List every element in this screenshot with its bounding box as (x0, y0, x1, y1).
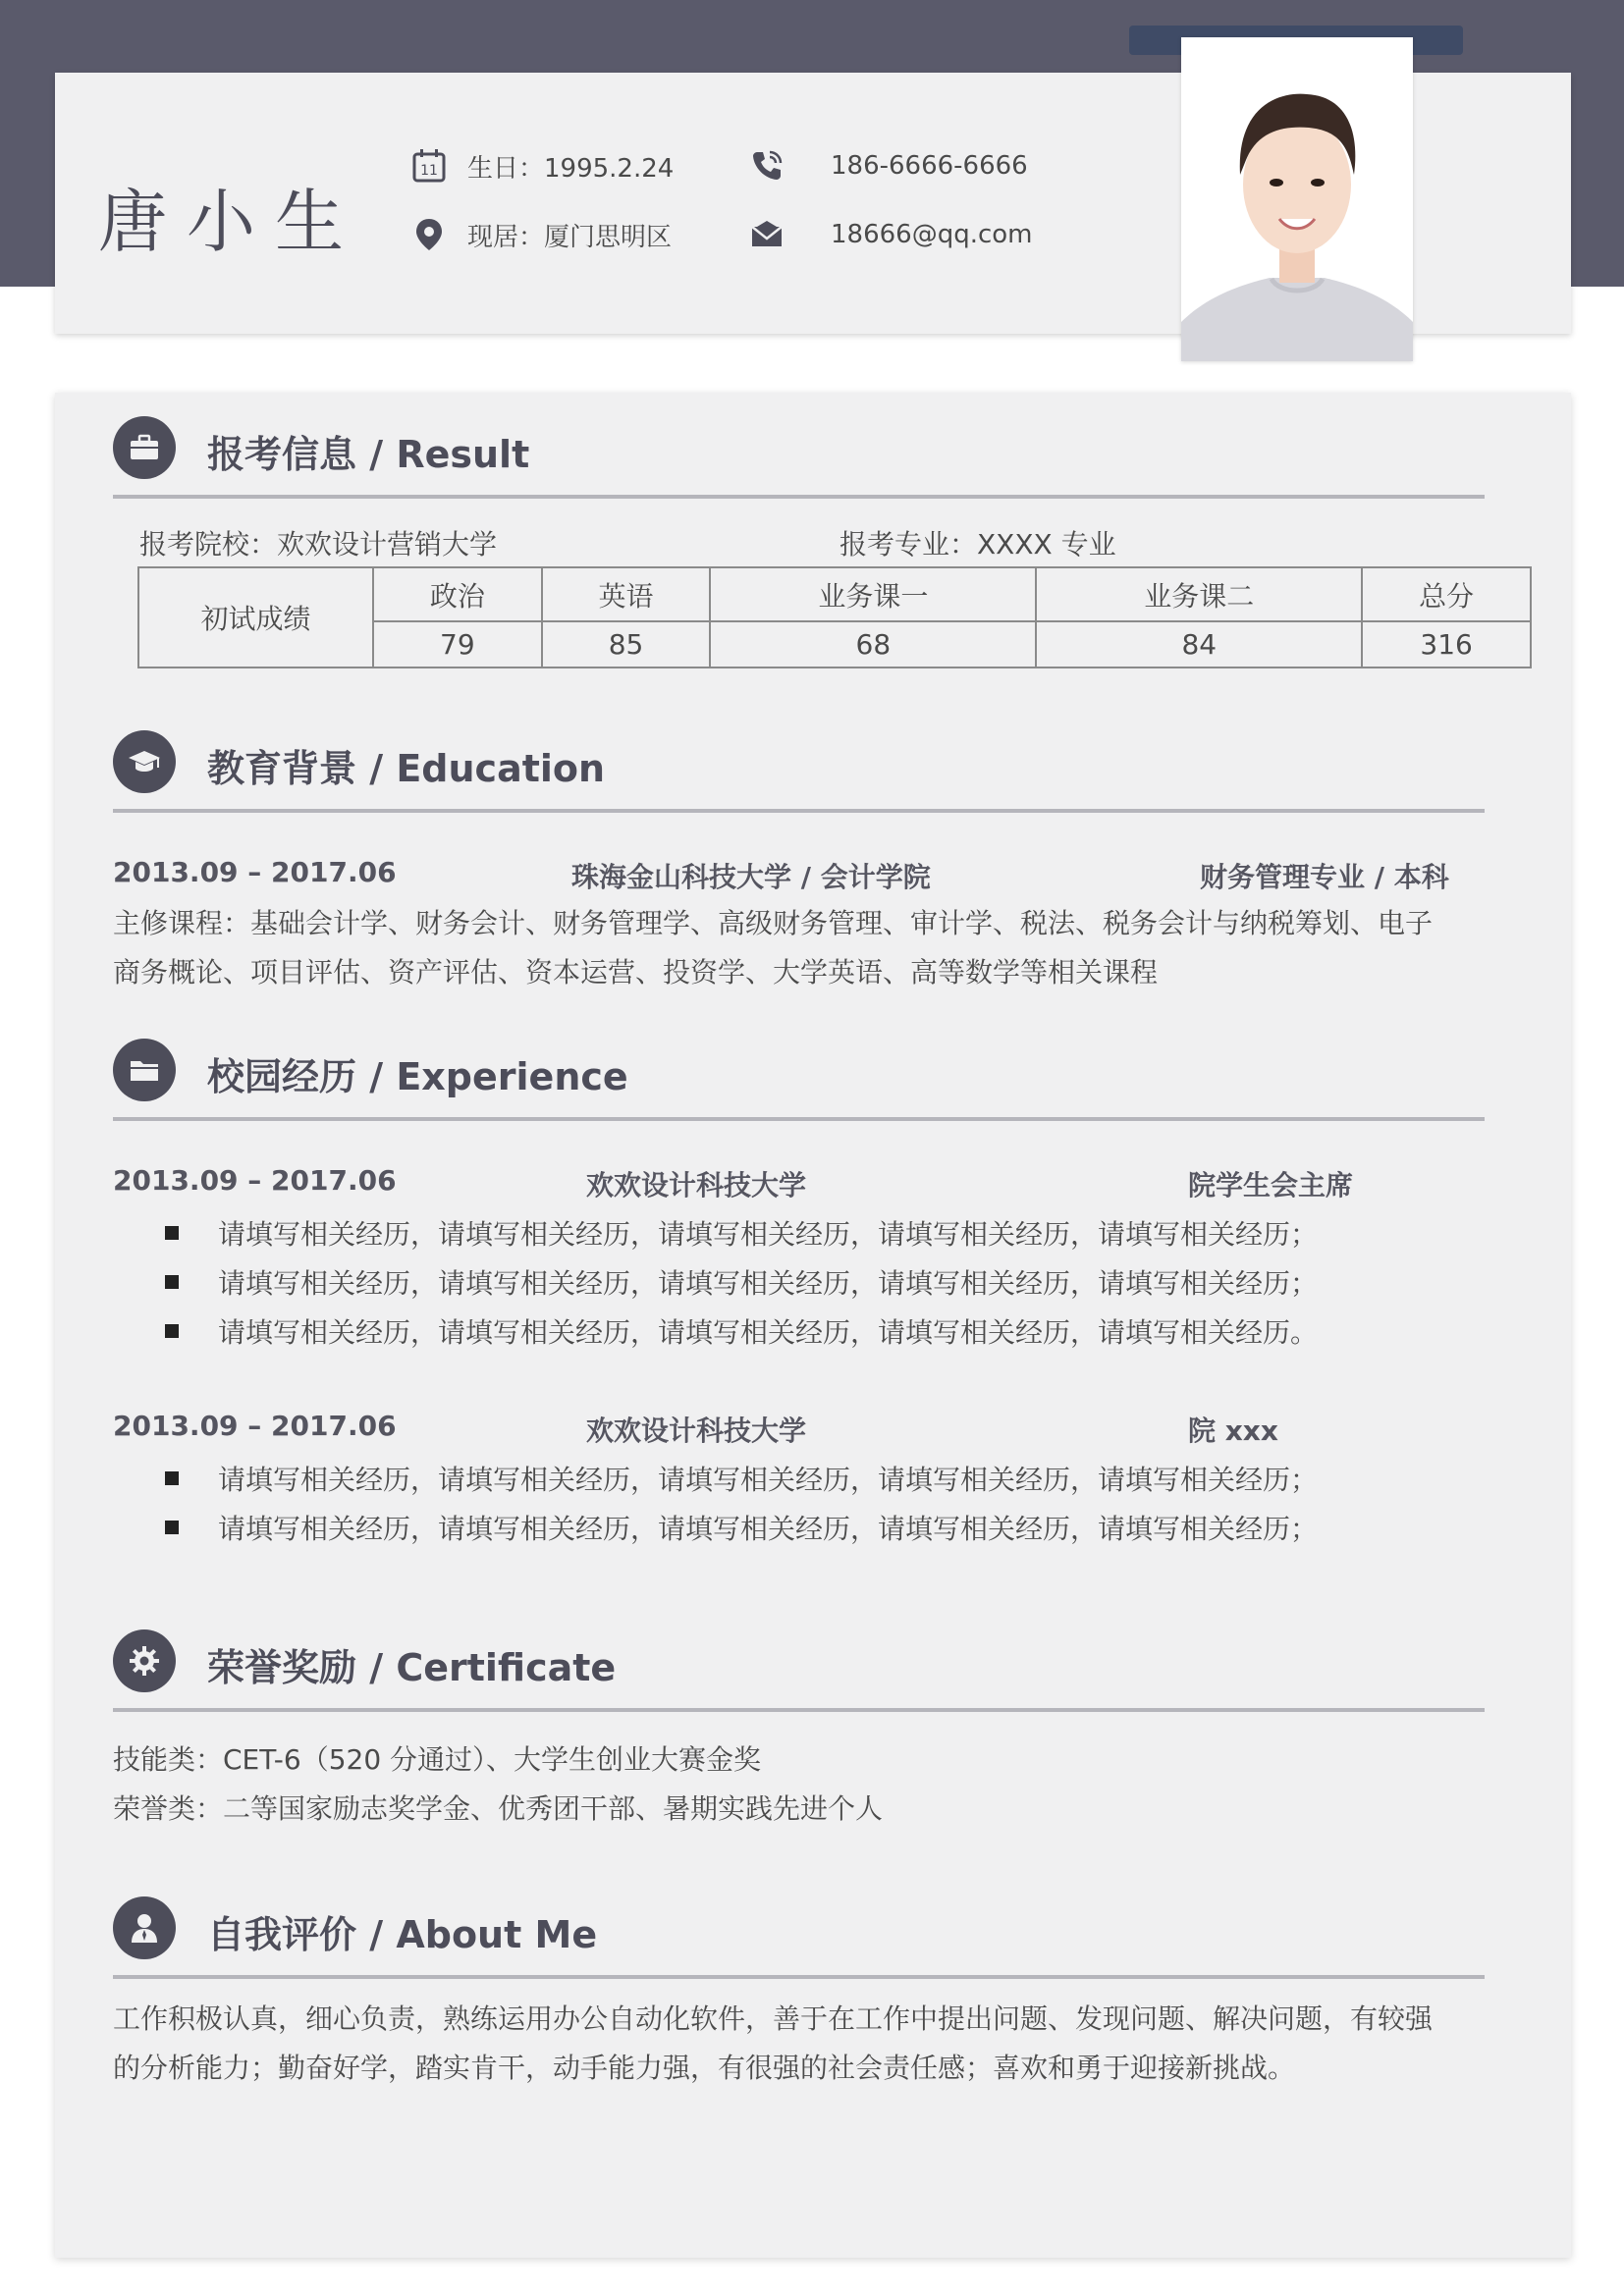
list-item: 请填写相关经历，请填写相关经历，请填写相关经历，请填写相关经历，请填写相关经历； (165, 1213, 1318, 1253)
score-cell: 84 (1036, 621, 1362, 667)
score-table (137, 566, 1532, 668)
svg-text:11: 11 (420, 163, 438, 179)
person-icon (113, 1896, 176, 1959)
self-evaluation-line: 的分析能力；勤奋好学，踏实肯干，动手能力强，有很强的社会责任感；喜欢和勇于迎接新挑战。 (113, 2052, 1296, 2084)
email-text: 18666@qq.com (831, 220, 1033, 249)
experience-org: 欢欢设计科技大学 (586, 1169, 807, 1201)
self-evaluation (113, 1995, 1488, 2093)
location-row (410, 216, 672, 253)
subject-header: 业务课二 (1036, 567, 1362, 621)
section-education-title: 教育背景 / Education (207, 747, 606, 790)
skill-certificates: 技能类：CET-6（520 分通过）、大学生创业大赛金奖 (113, 1743, 762, 1776)
list-item: 请填写相关经历，请填写相关经历，请填写相关经历，请填写相关经历，请填写相关经历； (165, 1508, 1318, 1547)
score-header-row (138, 567, 1531, 621)
list-item: 请填写相关经历，请填写相关经历，请填写相关经历，请填写相关经历，请填写相关经历； (165, 1459, 1318, 1498)
birthday-text: 生日：1995.2.24 (467, 153, 675, 184)
calendar-icon (410, 147, 448, 185)
bullet-square (165, 1324, 179, 1338)
subject-header: 政治 (373, 567, 542, 621)
education-school: 珠海金山科技大学 / 会计学院 (571, 861, 931, 893)
briefcase-icon (113, 416, 176, 479)
list-item: 请填写相关经历，请填写相关经历，请填写相关经历，请填写相关经历，请填写相关经历； (165, 1262, 1318, 1302)
phone-row (748, 147, 1028, 185)
section-experience-header (113, 1039, 1488, 1107)
score-cell: 79 (373, 621, 542, 667)
section-certificate-header (113, 1629, 1488, 1698)
mail-icon (748, 216, 785, 253)
education-courses (113, 899, 1488, 997)
birthday-row (410, 147, 674, 185)
subject-header: 业务课一 (710, 567, 1036, 621)
target-school: 报考院校：欢欢设计营销大学 (139, 528, 498, 561)
subject-header: 英语 (542, 567, 711, 621)
section-about-header (113, 1896, 1488, 1965)
section-about-title: 自我评价 / About Me (207, 1913, 598, 1956)
location-pin-icon (410, 216, 448, 253)
self-evaluation-line: 工作积极认真，细心负责，熟练运用办公自动化软件，善于在工作中提出问题、发现问题、解决问题，有较强 (113, 2002, 1434, 2035)
experience-role: 院学生会主席 (1188, 1169, 1354, 1201)
email-row (748, 216, 1033, 253)
courses-line: 主修课程：基础会计学、财务会计、财务管理学、高级财务管理、审计学、税法、税务会计与纳税筹划、电子 (113, 907, 1434, 939)
experience-org: 欢欢设计科技大学 (586, 1415, 807, 1447)
score-cell: 316 (1362, 621, 1531, 667)
phone-text: 186-6666-6666 (831, 151, 1028, 181)
experience-period: 2013.09 – 2017.06 (113, 1164, 397, 1197)
applicant-name: 唐小生 (98, 182, 363, 262)
bullet-square (165, 1275, 179, 1289)
section-education-header (113, 730, 1488, 799)
section-divider (113, 1975, 1485, 1979)
certificate-list (113, 1735, 1488, 1834)
score-cell: 68 (710, 621, 1036, 667)
profile-photo (1181, 37, 1413, 361)
score-row-label: 初试成绩 (138, 567, 373, 667)
target-major: 报考专业：XXXX 专业 (839, 528, 1116, 561)
education-degree: 财务管理专业 / 本科 (1200, 861, 1449, 893)
gear-icon (113, 1629, 176, 1692)
phone-icon (748, 147, 785, 185)
education-period: 2013.09 – 2017.06 (113, 856, 397, 888)
section-divider (113, 809, 1485, 813)
bullet-square (165, 1521, 179, 1534)
experience-role: 院 xxx (1188, 1415, 1278, 1447)
section-result-title: 报考信息 / Result (207, 433, 530, 476)
section-certificate-title: 荣誉奖励 / Certificate (207, 1646, 617, 1689)
location-text: 现居：厦门思明区 (467, 222, 673, 252)
folder-icon (113, 1039, 176, 1101)
section-experience-title: 校园经历 / Experience (207, 1055, 628, 1098)
section-result-header (113, 416, 1488, 485)
subject-header: 总分 (1362, 567, 1531, 621)
list-item: 请填写相关经历，请填写相关经历，请填写相关经历，请填写相关经历，请填写相关经历。 (165, 1311, 1318, 1351)
experience-period: 2013.09 – 2017.06 (113, 1410, 397, 1442)
bullet-square (165, 1226, 179, 1240)
bullet-square (165, 1471, 179, 1485)
graduation-cap-icon (113, 730, 176, 793)
score-cell: 85 (542, 621, 711, 667)
courses-line: 商务概论、项目评估、资产评估、资本运营、投资学、大学英语、高等数学等相关课程 (113, 956, 1159, 988)
section-divider (113, 1117, 1485, 1121)
honor-awards: 荣誉类：二等国家励志奖学金、优秀团干部、暑期实践先进个人 (113, 1792, 884, 1825)
section-divider (113, 1708, 1485, 1712)
section-divider (113, 495, 1485, 499)
